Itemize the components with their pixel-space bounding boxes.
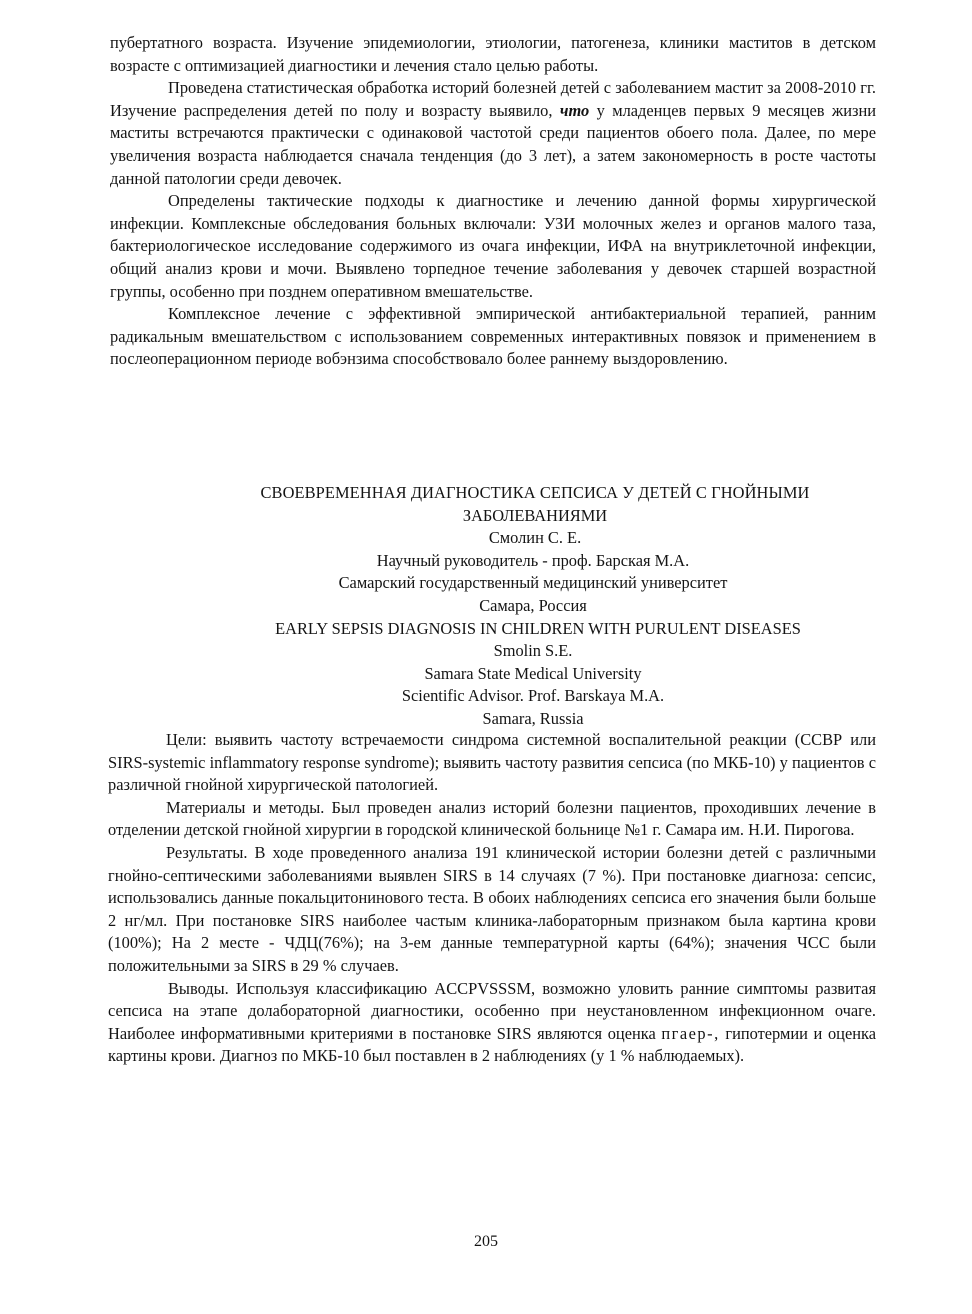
intro-p2-text-a: Проведена статистическая обработка историй болезней детей с заболеванием мастит за 2008-2010 гг. Изучение распределения детей по полу и возрасту выявило,: [110, 78, 876, 120]
author-en: Smolin S.E.: [493, 641, 573, 661]
intro-paragraph-4: Комплексное лечение с эффективной эмпирической антибактериальной терапией, ранним радикальным вмешательством с использованием современных интерактивных повязок и применением в послеоперационном периоде вобэнзима способствовало более раннему выздоровлению.: [110, 304, 876, 369]
conclusions-paragraph: [108, 978, 876, 1068]
supervisor-en: Scientific Advisor. Prof. Barskaya M.A.: [401, 686, 665, 706]
author-ru: Смолин С. Е.: [488, 528, 582, 548]
conclusions-spaced-term: пгаер-,: [661, 1023, 720, 1043]
article-title-ru-line2: ЗАБОЛЕВАНИЯМИ: [462, 505, 608, 525]
city-en: Samara, Russia: [482, 708, 584, 728]
intro-paragraph-1: пубертатного возраста. Изучение эпидемиологии, этиологии, патогенеза, клиники маститов в детском возрасте с оптимизацией диагностики и лечения стало целью работы.: [110, 33, 876, 75]
page-number: 205: [474, 1233, 498, 1250]
university-en: Samara State Medical University: [424, 663, 642, 683]
intro-p2-text-b: у младенцев первых 9 месяцев жизни маститы встречаются практически с одинаковой частотой среди пациентов обоего пола. Далее, по мере увеличения возраста наблюдается сначала тенденция (до 3 лет), а затем закономерность в росте частоты данной патологии среди девочек.: [110, 100, 876, 188]
goals-paragraph: Цели: выявить частоту встречаемости синдрома системной воспалительной реакции (ССВР или SIRS-systemic inflammatory response syndrome); выявить частоту развития сепсиса (по МКБ-10) у пациентов с различной гнойной хирургической патологией.: [108, 730, 876, 795]
university-ru: Самарский государственный медицинский университет: [338, 573, 728, 593]
supervisor-ru: Научный руководитель - проф. Барская М.А.: [376, 550, 690, 570]
intro-paragraph-2: [110, 77, 876, 190]
article-title-en: EARLY SEPSIS DIAGNOSIS IN CHILDREN WITH PURULENT DISEASES: [275, 618, 801, 638]
intro-paragraph-3: Определены тактические подходы к диагностике и лечению данной формы хирургической инфекции. Комплексные обследования больных включали: УЗИ молочных желез и органов малого таза, бактериологическое исследование содержимого из очага инфекции, ИФА на внутриклеточной инфекции, общий анализ крови и мочи. Выявлено торпедное течение заболевания у девочек старшей возрастной группы, особенно при позднем оперативном вмешательстве.: [110, 191, 876, 301]
article-body: [108, 729, 876, 1068]
article-header: [110, 482, 876, 731]
intro-section: [110, 32, 876, 371]
methods-paragraph: Материалы и методы. Был проведен анализ историй болезни пациентов, проходивших лечение в отделении детской гнойной хирургии в городской клинической больнице №1 г. Самара им. Н.И. Пирогова.: [108, 797, 876, 840]
results-paragraph: Результаты. В ходе проведенного анализа 191 клинической истории болезни детей с различными гнойно-септическими заболеваниями выявлен SIRS в 14 случаях (7 %). При постановке диагноза: сепсис, использовались данные покальцитонинового теста. В обоих наблюдениях сепсиса его значения были больше 2 нг/мл. При постановке SIRS наиболее частым клиника-лабораторным признаком была картина крови (100%); На 2 месте - ЧДЦ(76%); на 3-ем данные температурной карты (64%); значения ЧСС были положительными за SIRS в 29 % случаев.: [108, 842, 876, 975]
conclusions-text-a: Выводы. Используя классификацию ACCPVSSSM, возможно уловить ранние симптомы развитая сепсиса на этапе долабораторной диагностики, особенно при неустановленном инфекционном очаге. Наиболее информативными критериями в постановке SIRS являются оценка: [108, 978, 876, 1043]
article-title-ru-line1: СВОЕВРЕМЕННАЯ ДИАГНОСТИКА СЕПСИСА У ДЕТЕЙ С ГНОЙНЫМИ: [260, 483, 810, 502]
city-ru: Самара, Россия: [479, 595, 587, 615]
intro-p2-emphasis: что: [559, 100, 590, 120]
conclusions-text-b: гипотермии и оценка картины крови. Диагноз по МКБ-10 был поставлен в 2 наблюдениях (у 1 % наблюдаемых).: [108, 1023, 876, 1066]
